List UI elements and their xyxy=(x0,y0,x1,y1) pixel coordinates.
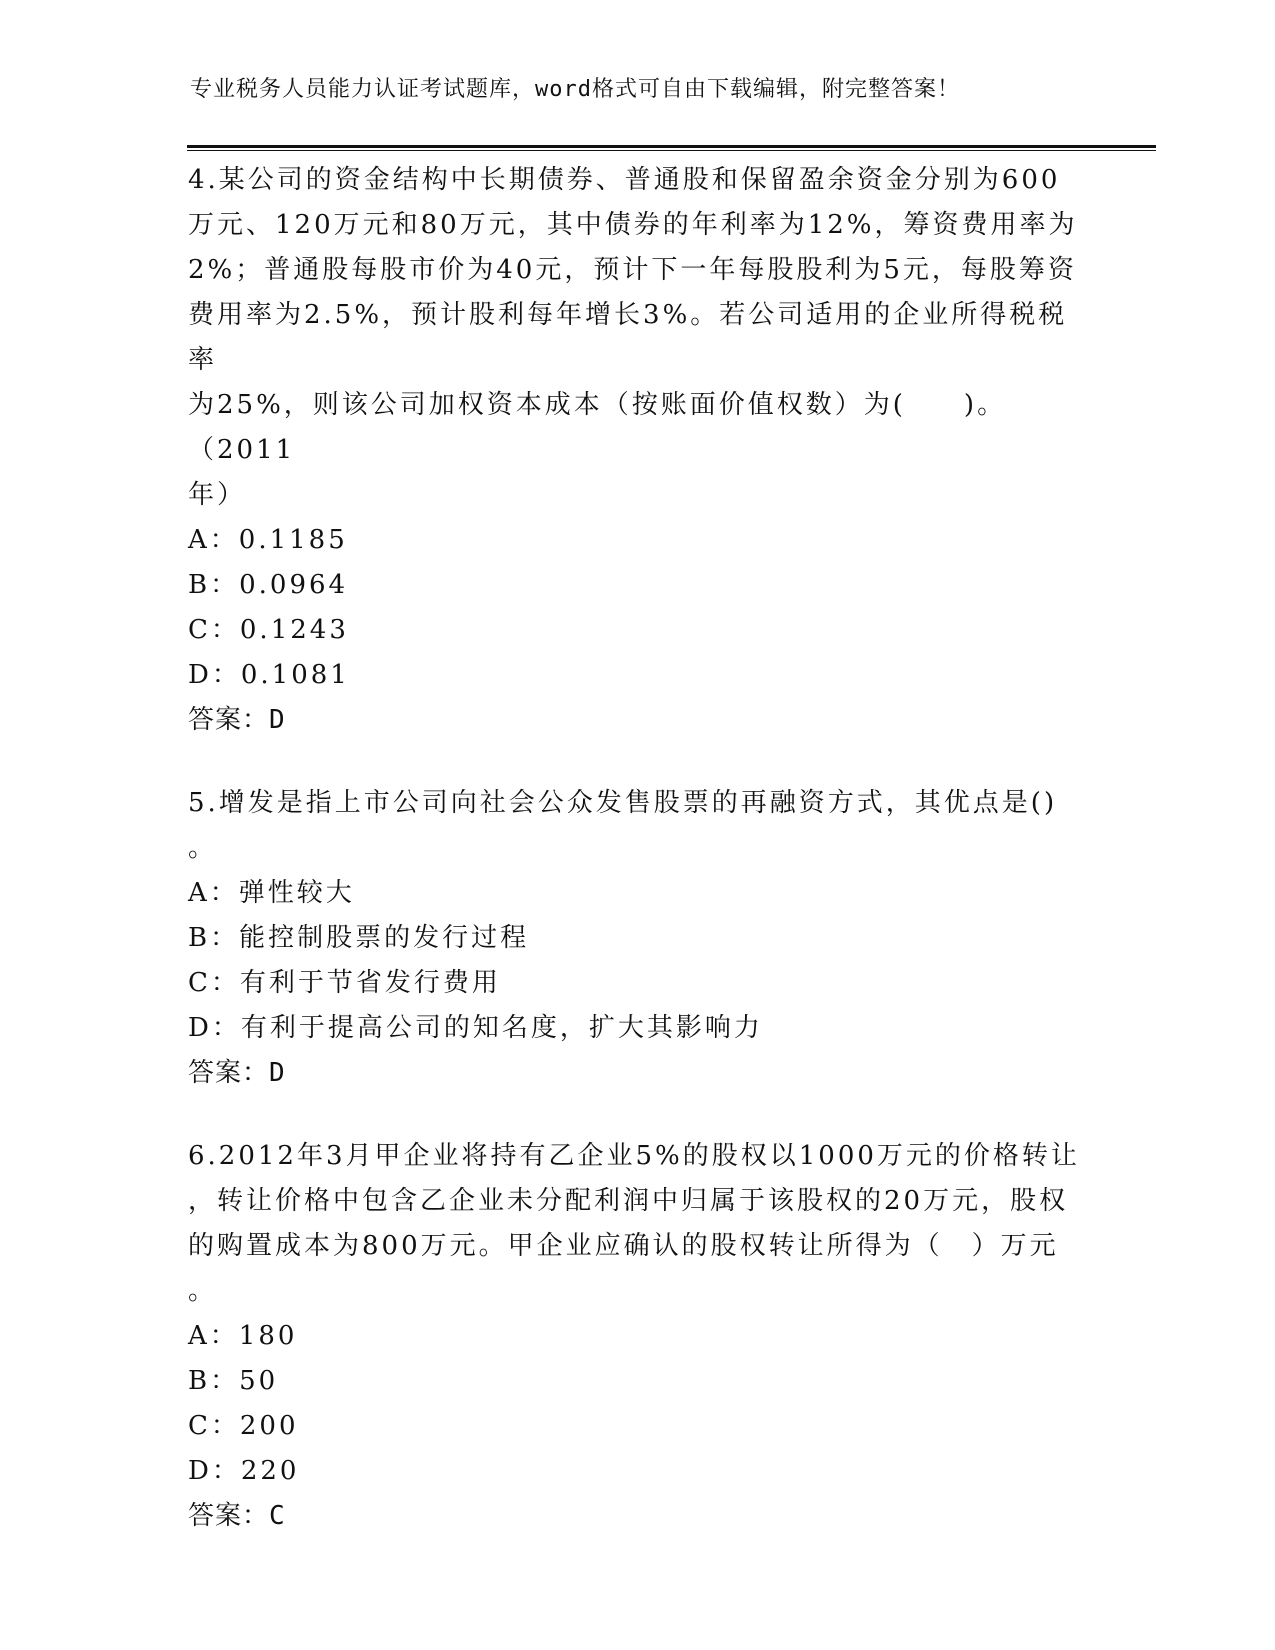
question-stem-line: 万元、120万元和80万元，其中债券的年利率为12%，筹资费用率为 xyxy=(188,210,1078,240)
question-stem-line: 6.2012年3月甲企业将持有乙企业5%的股权以1000万元的价格转让 xyxy=(188,1141,1080,1171)
question-stem-line: 年） xyxy=(188,480,247,510)
question-stem-line: 。 xyxy=(188,1276,218,1306)
option-a: A：弹性较大 xyxy=(188,878,355,908)
option-a: A：180 xyxy=(188,1321,298,1351)
option-b: B：能控制股票的发行过程 xyxy=(188,923,530,953)
question-stem-line: 。 xyxy=(188,833,218,863)
question-stem-line: 费用率为2.5%，预计股利每年增长3%。若公司适用的企业所得税税率 xyxy=(188,300,1068,375)
option-d: D：有利于提高公司的知名度，扩大其影响力 xyxy=(188,1013,763,1043)
option-a: A：0.1185 xyxy=(188,525,348,555)
page-header: 专业税务人员能力认证考试题库，word格式可自由下载编辑，附完整答案！ xyxy=(190,77,960,102)
option-c: C：0.1243 xyxy=(188,615,349,645)
option-b: B：50 xyxy=(188,1366,279,1396)
option-d: D：0.1081 xyxy=(188,660,350,690)
option-c: C：200 xyxy=(188,1411,299,1441)
question-list xyxy=(188,158,1088,1577)
answer-line: 答案：C xyxy=(188,1501,286,1531)
question-stem-line: ，转让价格中包含乙企业未分配利润中归属于该股权的20万元，股权 xyxy=(188,1186,1069,1216)
option-c: C：有利于节省发行费用 xyxy=(188,968,501,998)
header-rule xyxy=(187,145,1156,151)
question-stem-line: 为25%，则该公司加权资本成本（按账面价值权数）为( )。（2011 xyxy=(188,390,1007,465)
question-stem-line: 4.某公司的资金结构中长期债券、普通股和保留盈余资金分别为600 xyxy=(188,165,1061,195)
option-d: D：220 xyxy=(188,1456,300,1486)
answer-line: 答案：D xyxy=(188,1058,286,1088)
answer-line: 答案：D xyxy=(188,705,286,735)
option-b: B：0.0964 xyxy=(188,570,349,600)
question-6 xyxy=(188,1134,1088,1539)
question-stem-line: 2%；普通股每股市价为40元，预计下一年每股股利为5元，每股筹资 xyxy=(188,255,1077,285)
question-stem-line: 5.增发是指上市公司向社会公众发售股票的再融资方式，其优点是() xyxy=(188,788,1058,818)
question-5 xyxy=(188,781,1088,1096)
question-4 xyxy=(188,158,1088,743)
question-stem-line: 的购置成本为800万元。甲企业应确认的股权转让所得为（ ）万元 xyxy=(188,1231,1059,1261)
